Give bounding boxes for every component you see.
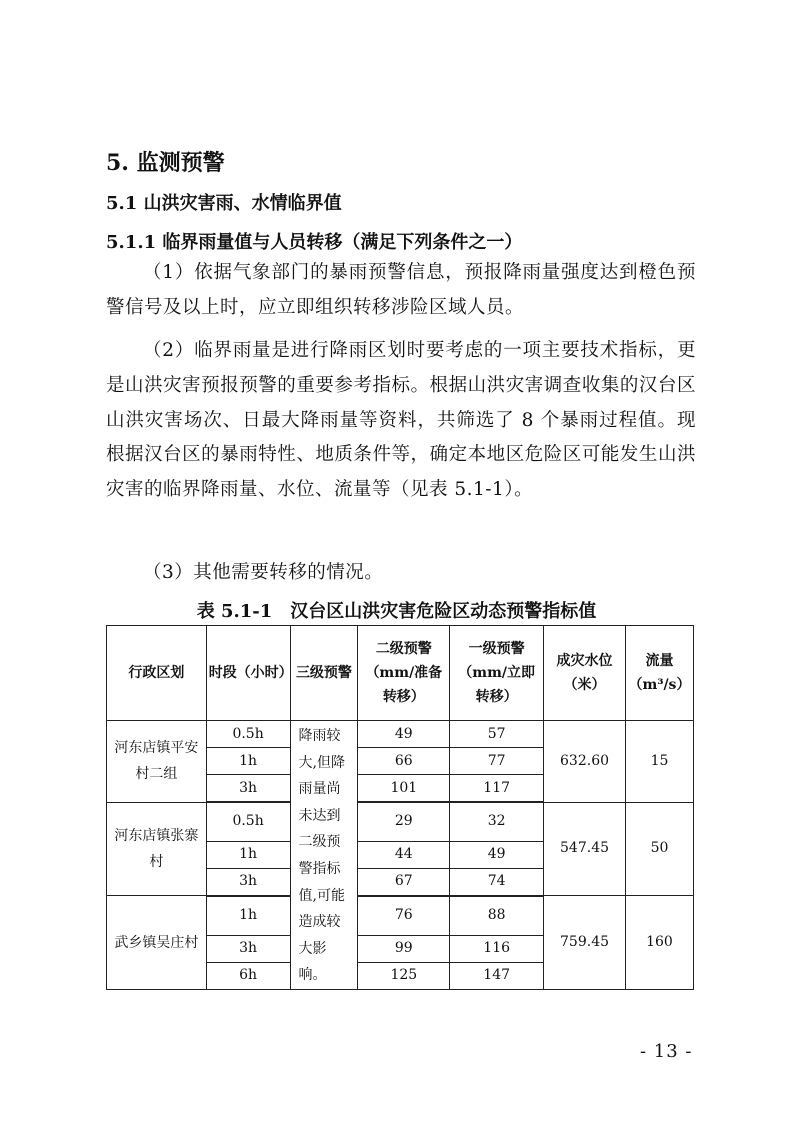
level1-cell: 88 bbox=[450, 896, 544, 935]
level2-cell: 99 bbox=[358, 935, 450, 962]
flow-cell: 50 bbox=[625, 802, 693, 896]
region-cell: 河东店镇平安村二组 bbox=[107, 721, 207, 803]
table-row bbox=[107, 896, 694, 935]
period-cell: 3h bbox=[206, 868, 290, 896]
level1-cell: 147 bbox=[450, 962, 544, 989]
header-water-level: 成灾水位（米） bbox=[544, 626, 626, 721]
paragraph-3: （3）其他需要转移的情况。 bbox=[143, 562, 384, 583]
water-level-cell: 759.45 bbox=[544, 896, 626, 989]
warning-indicator-table bbox=[106, 625, 694, 990]
subsection-heading: 5.1 山洪灾害雨、水情临界值 bbox=[106, 193, 342, 214]
period-cell: 0.5h bbox=[206, 802, 290, 841]
period-cell: 3h bbox=[206, 935, 290, 962]
period-cell: 1h bbox=[206, 841, 290, 868]
table-caption: 表 5.1-1 汉台区山洪灾害危险区动态预警指标值 bbox=[196, 601, 597, 622]
table-body bbox=[107, 626, 694, 990]
level1-cell: 116 bbox=[450, 935, 544, 962]
period-cell: 1h bbox=[206, 748, 290, 775]
level2-cell: 125 bbox=[358, 962, 450, 989]
flow-cell: 15 bbox=[625, 721, 693, 803]
page-number: - 13 - bbox=[640, 1041, 693, 1062]
period-cell: 3h bbox=[206, 775, 290, 803]
subsubsection-heading: 5.1.1 临界雨量值与人员转移（满足下列条件之一） bbox=[106, 232, 523, 253]
level2-cell: 76 bbox=[358, 896, 450, 935]
level1-cell: 74 bbox=[450, 868, 544, 896]
level1-cell: 32 bbox=[450, 802, 544, 841]
header-period: 时段（小时） bbox=[206, 626, 290, 721]
header-level3: 三级预警 bbox=[290, 626, 358, 721]
level2-cell: 67 bbox=[358, 868, 450, 896]
header-region: 行政区划 bbox=[107, 626, 207, 721]
level2-cell: 49 bbox=[358, 721, 450, 748]
header-level1: 一级预警（mm/立即转移） bbox=[450, 626, 544, 721]
level2-cell: 44 bbox=[358, 841, 450, 868]
period-cell: 0.5h bbox=[206, 721, 290, 748]
level1-cell: 117 bbox=[450, 775, 544, 803]
level2-cell: 29 bbox=[358, 802, 450, 841]
level1-cell: 57 bbox=[450, 721, 544, 748]
header-flow: 流量（m³/s） bbox=[625, 626, 693, 721]
table-row bbox=[107, 802, 694, 841]
header-level2: 二级预警（mm/准备转移） bbox=[358, 626, 450, 721]
flow-cell: 160 bbox=[625, 896, 693, 989]
period-cell: 1h bbox=[206, 896, 290, 935]
region-cell: 武乡镇吴庄村 bbox=[107, 896, 207, 989]
period-cell: 6h bbox=[206, 962, 290, 989]
level2-cell: 101 bbox=[358, 775, 450, 803]
level3-cell: 降雨较大,但降雨量尚未达到二级预警指标值,可能造成较大影响。 bbox=[290, 721, 358, 990]
section-heading: 5. 监测预警 bbox=[106, 150, 225, 176]
paragraph-2: （2）临界雨量是进行降雨区划时要考虑的一项主要技术指标，更是山洪灾害预报预警的重要参考指标。根据山洪灾害调查收集的汉台区山洪灾害场次、日最大降雨量等资料，共筛选了 8 个暴雨过程值。现根据汉台区的暴雨特性、地质条件等，确定本地区危险区可能发生山洪灾害的临界降雨量、水位、流量等（见表 5.1-1）。 bbox=[106, 340, 696, 501]
water-level-cell: 632.60 bbox=[544, 721, 626, 803]
level1-cell: 77 bbox=[450, 748, 544, 775]
level1-cell: 49 bbox=[450, 841, 544, 868]
level2-cell: 66 bbox=[358, 748, 450, 775]
paragraph-1: （1）依据气象部门的暴雨预警信息，预报降雨量强度达到橙色预警信号及以上时，应立即组织转移涉险区域人员。 bbox=[106, 262, 696, 318]
water-level-cell: 547.45 bbox=[544, 802, 626, 896]
table-header-row bbox=[107, 626, 694, 721]
table-row bbox=[107, 721, 694, 748]
region-cell: 河东店镇张寨村 bbox=[107, 802, 207, 896]
